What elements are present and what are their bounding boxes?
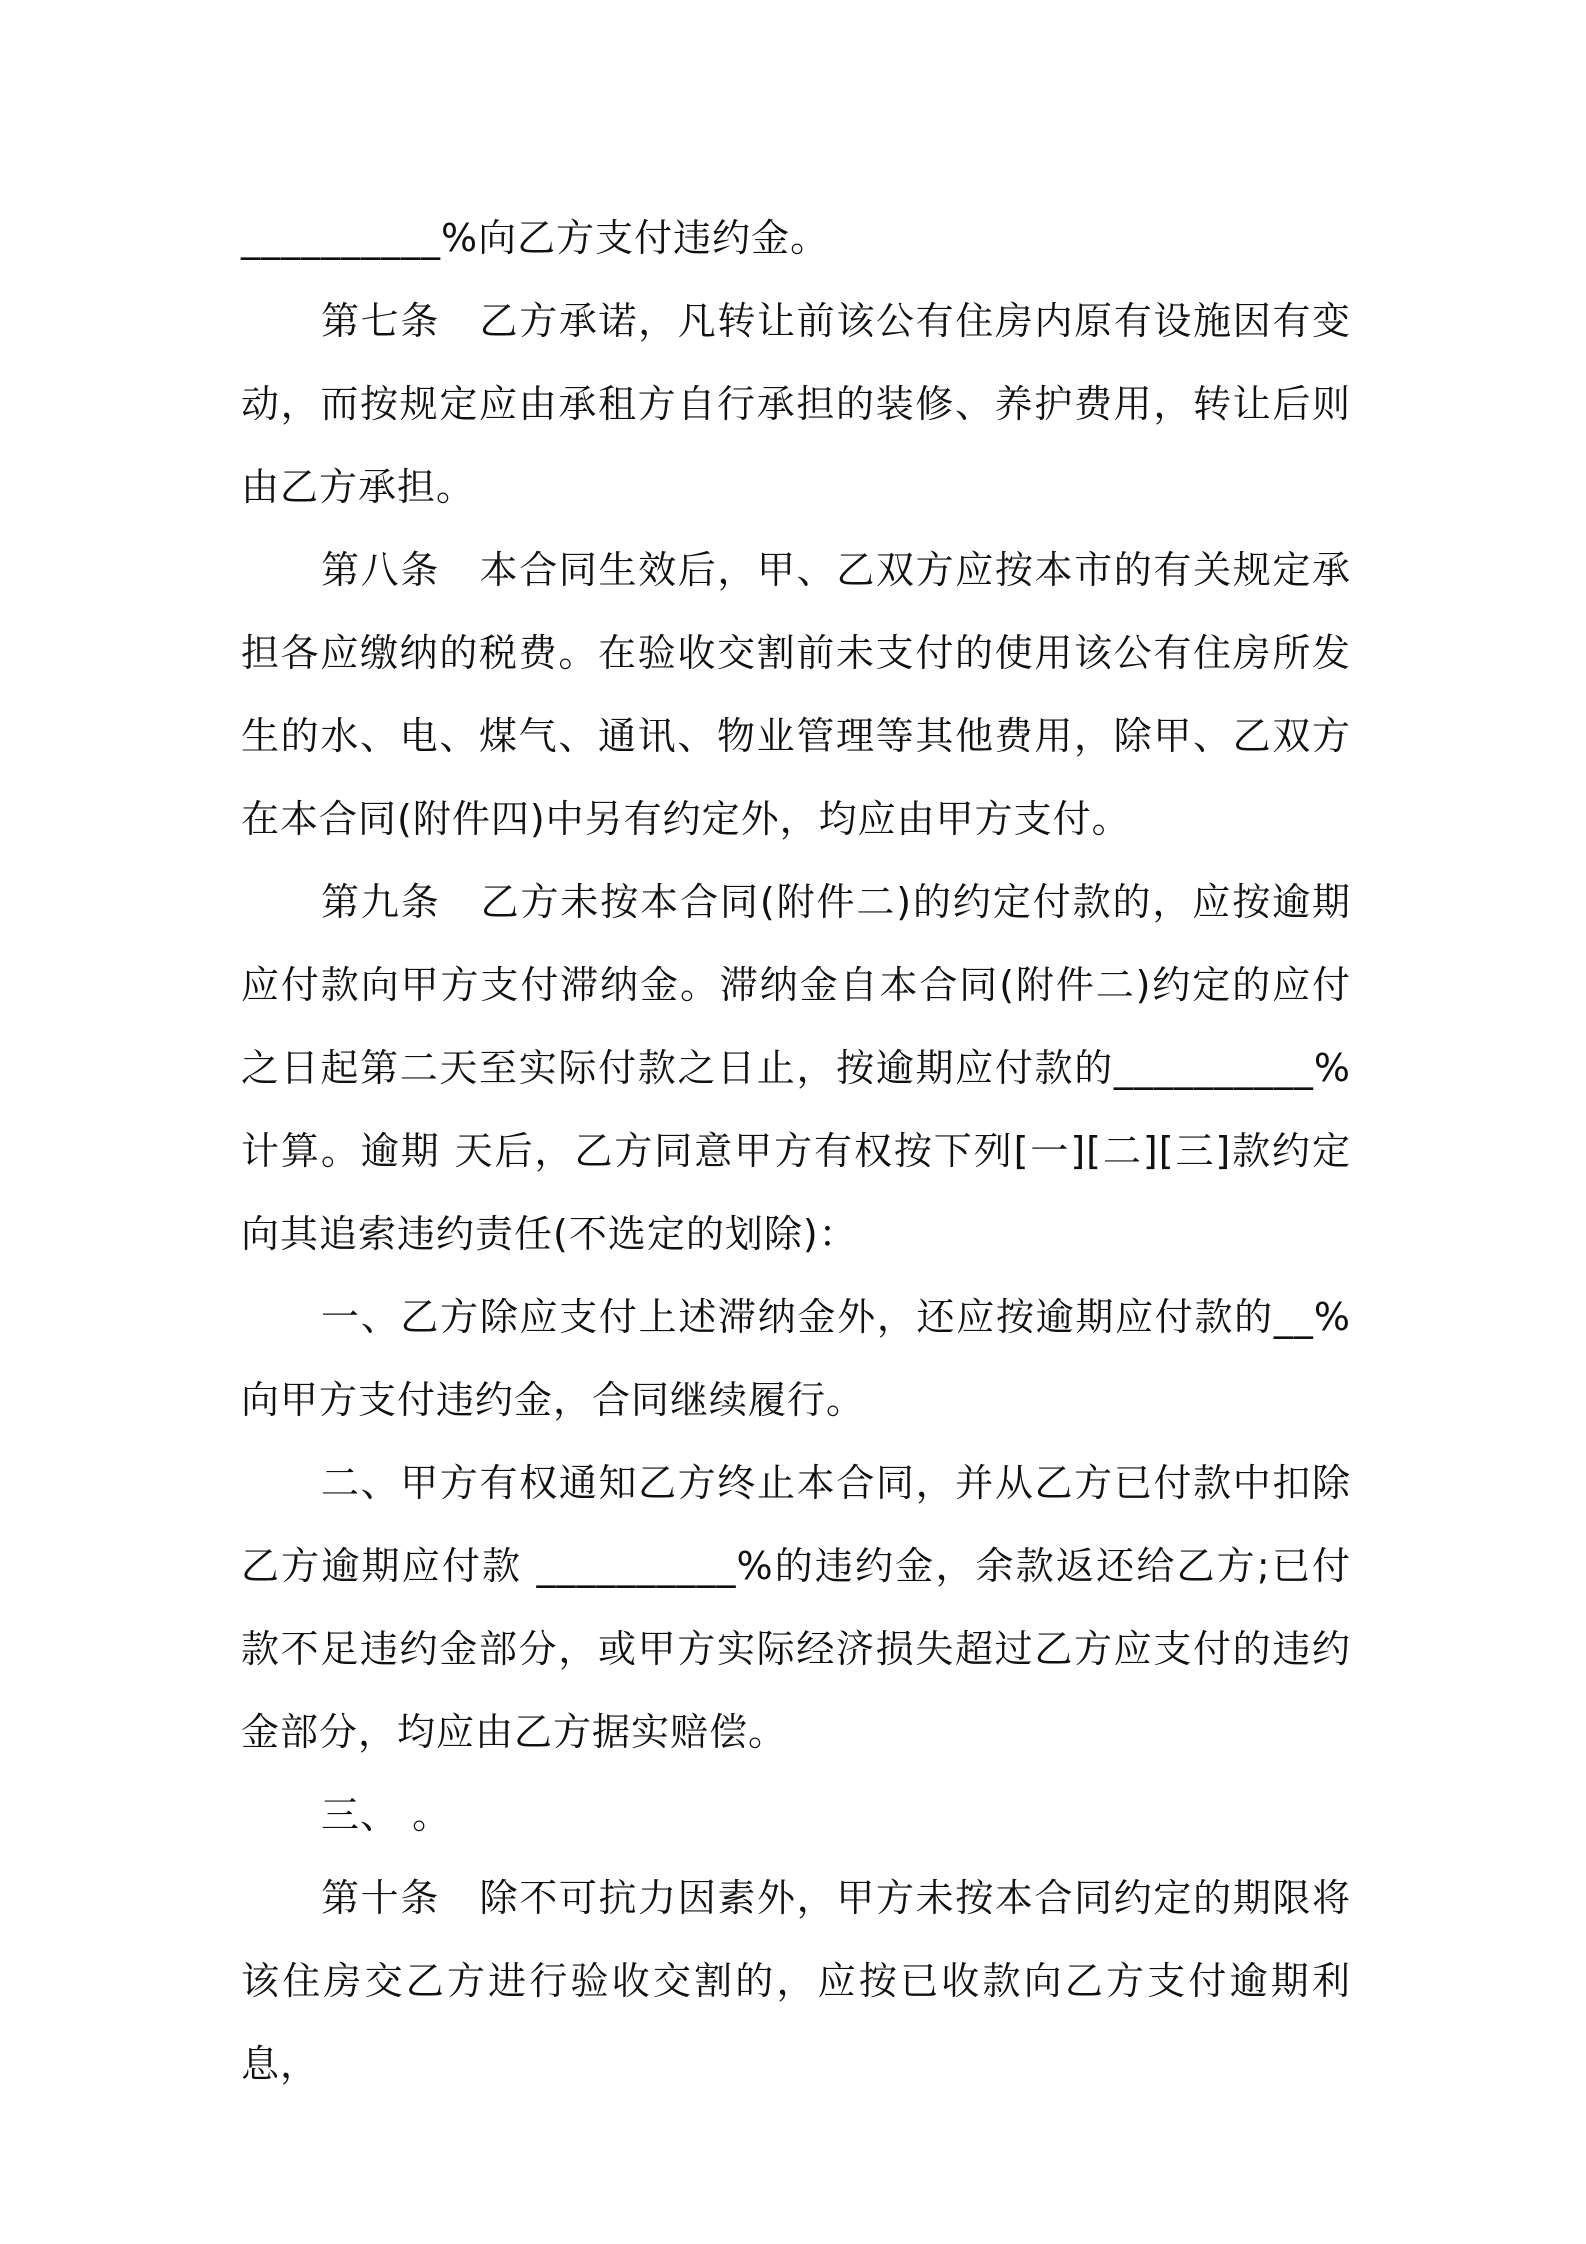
paragraph-clause-3: 三、 。 [321, 1793, 452, 1837]
paragraph-clause-2: 二、甲方有权通知乙方终止本合同，并从乙方已付款中扣除乙方逾期应付款 __________%的违约金，余款返还给乙方;已付款不足违约金部分，或甲方实际经济损失超过乙方应支付的违约金部分，均应由乙方据实赔偿。 [241, 1461, 1351, 1754]
paragraph-article-10: 第十条 除不可抗力因素外，甲方未按本合同约定的期限将该住房交乙方进行验收交割的，应按已收款向乙方支付逾期利息， [241, 1876, 1351, 2086]
paragraph-article-8: 第八条 本合同生效后，甲、乙双方应按本市的有关规定承担各应缴纳的税费。在验收交割前未支付的使用该公有住房所发生的水、电、煤气、通讯、物业管理等其他费用，除甲、乙双方在本合同(附件四)中另有约定外，均应由甲方支付。 [241, 548, 1351, 841]
contract-body [241, 197, 1351, 2106]
paragraph-clause-1: 一、乙方除应支付上述滞纳金外，还应按逾期应付款的__%向甲方支付违约金，合同继续履行。 [241, 1295, 1351, 1422]
paragraph-article-9: 第九条 乙方未按本合同(附件二)的约定付款的，应按逾期应付款向甲方支付滞纳金。滞纳金自本合同(附件二)约定的应付之日起第二天至实际付款之日止，按逾期应付款的__________%计算。逾期 天后，乙方同意甲方有权按下列[一][二][三]款约定向其追索违约责任(不选定的划除)： [241, 880, 1351, 1256]
paragraph-article-7: 第七条 乙方承诺，凡转让前该公有住房内原有设施因有变动，而按规定应由承租方自行承担的装修、养护费用，转让后则由乙方承担。 [241, 299, 1351, 509]
paragraph-penalty-tail: __________%向乙方支付违约金。 [241, 216, 830, 260]
